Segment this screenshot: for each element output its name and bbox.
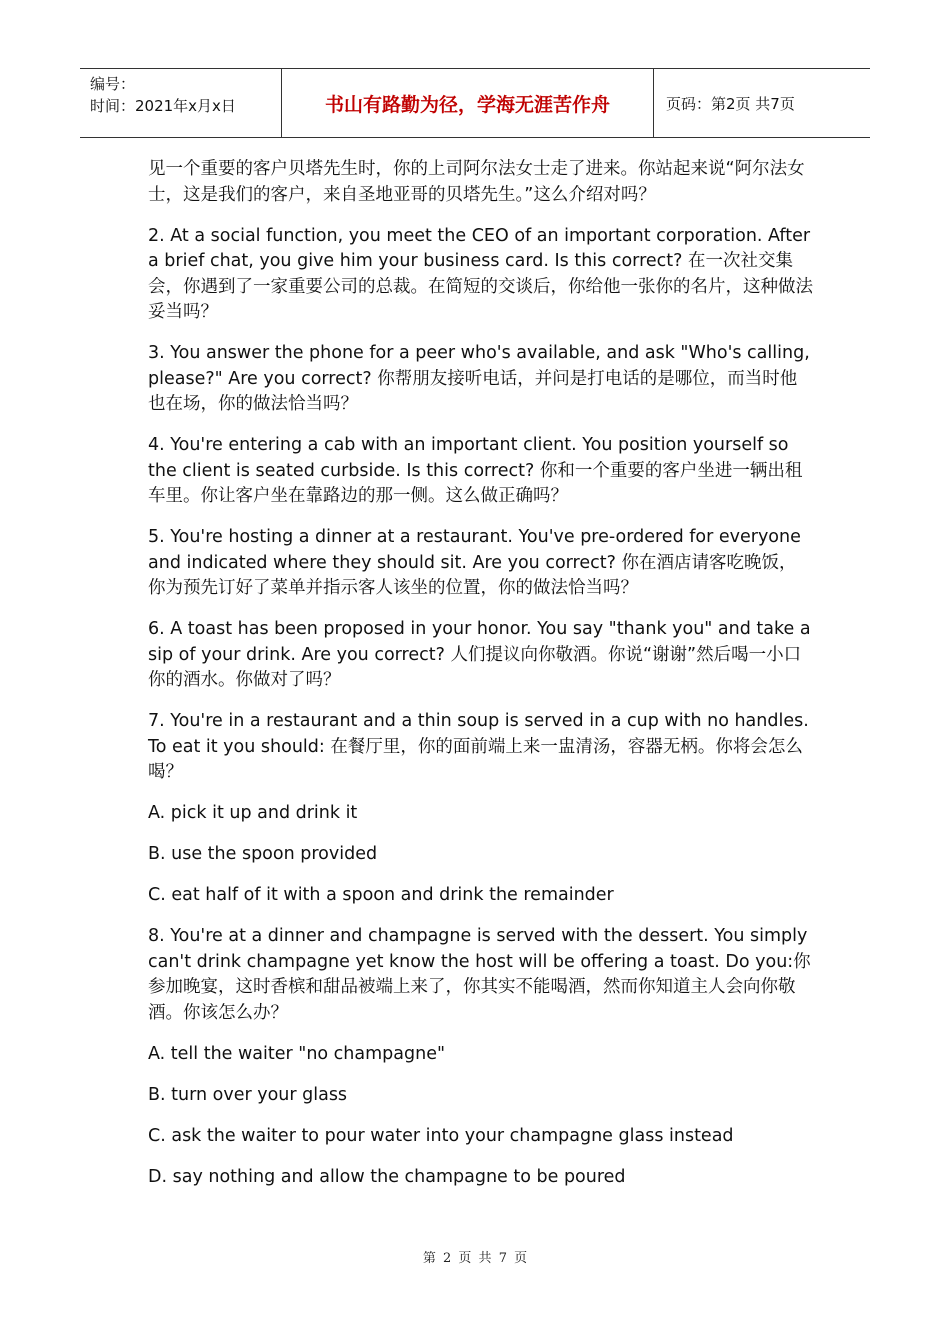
question-4: 4. You're entering a cab with an important client. You position yourself so the client is seated curbside. Is this correct? 你和一个重要的客户坐进一辆出租车里。你让客户坐在靠路边的那一侧。这么做正确吗？ xyxy=(148,435,803,506)
question-3: 3. You answer the phone for a peer who's available, and ask "Who's calling, please?" Are you correct? 你帮朋友接听电话，并问是打电话的是哪位，而当时他也在场，你的做法恰当吗？ xyxy=(148,343,810,414)
time-label: 时间：2021年x月x日 xyxy=(90,97,236,115)
header-meta xyxy=(80,69,282,137)
question-2: 2. At a social function, you meet the CEO of an important corporation. After a brief chat, you give him your business card. Is this correct? 在一次社交集会，你遇到了一家重要公司的总裁。在简短的交谈后，你给他一张你的名片，这种做法妥当吗？ xyxy=(148,225,813,322)
question-7-option-a: A. pick it up and drink it xyxy=(148,803,358,823)
page-footer: 第 2 页 共 7 页 xyxy=(422,1251,528,1266)
document-body xyxy=(148,157,813,1206)
question-6: 6. A toast has been proposed in your honor. You say "thank you" and take a sip of your drink. Are you correct? 人们提议向你敬酒。你说“谢谢”然后喝一小口你的酒水。你做对了吗？ xyxy=(148,619,811,690)
question-7-option-b: B. use the spoon provided xyxy=(148,844,378,864)
question-5: 5. You're hosting a dinner at a restaurant. You've pre-ordered for everyone and indicated where they should sit. Are you correct? 你在酒店请客吃晚饭，你为预先订好了菜单并指示客人该坐的位置，你的做法恰当吗？ xyxy=(148,527,801,598)
page-header xyxy=(80,68,870,138)
question-8: 8. You're at a dinner and champagne is served with the dessert. You simply can't drink champagne yet know the host will be offering a toast. Do you:你参加晚宴，这时香槟和甜品被端上来了，你其实不能喝酒，然而你知道主人会向你敬酒。你该怎么办？ xyxy=(148,926,811,1023)
question-7-option-c: C. eat half of it with a spoon and drink the remainder xyxy=(148,885,614,905)
number-label: 编号： xyxy=(90,75,136,93)
question-8-option-c: C. ask the waiter to pour water into your champagne glass instead xyxy=(148,1125,734,1146)
header-page-info: 页码：第2页 共7页 xyxy=(666,94,795,113)
question-8-option-a: A. tell the waiter "no champagne" xyxy=(148,1043,446,1064)
question-8-option-b: B. turn over your glass xyxy=(148,1084,348,1105)
header-motto: 书山有路勤为径，学海无涯苦作舟 xyxy=(282,69,654,137)
paragraph-continuation: 见一个重要的客户贝塔先生时，你的上司阿尔法女士走了进来。你站起来说“阿尔法女士，这是我们的客户，来自圣地亚哥的贝塔先生。”这么介绍对吗？ xyxy=(148,159,805,205)
question-8-option-d: D. say nothing and allow the champagne to be poured xyxy=(148,1166,626,1187)
question-7: 7. You're in a restaurant and a thin soup is served in a cup with no handles. To eat it you should: 在餐厅里，你的面前端上来一盅清汤，容器无柄。你将会怎么喝？ xyxy=(148,711,809,782)
